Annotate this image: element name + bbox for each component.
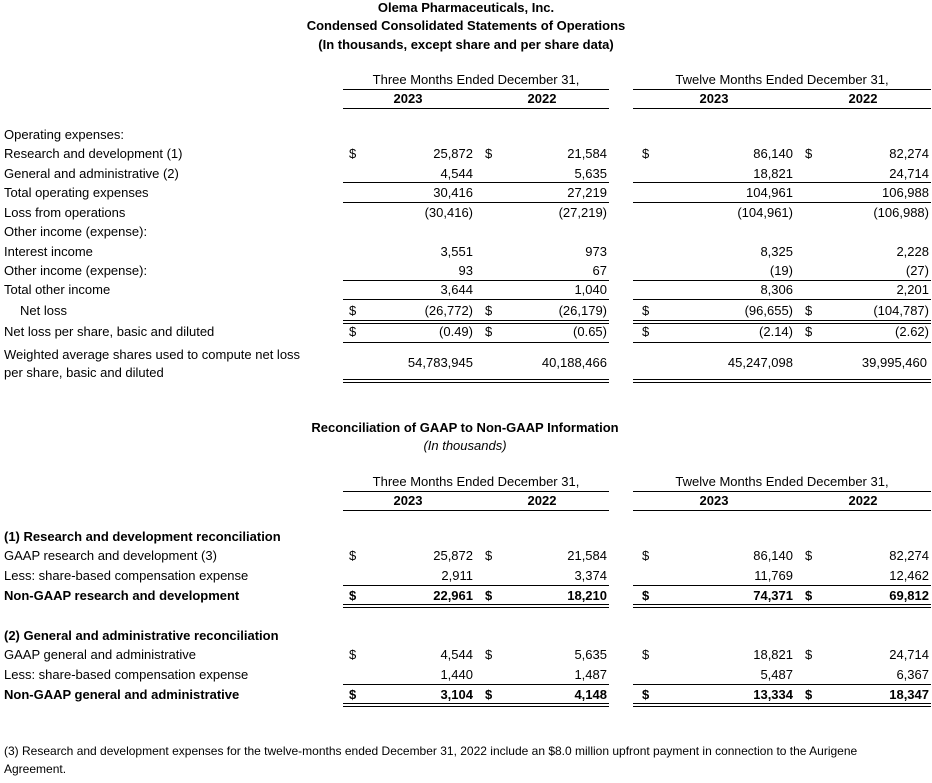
recon-year-header: 2023	[393, 493, 423, 508]
amount-cell: (104,961)	[737, 205, 793, 220]
currency-symbol: $	[805, 548, 813, 563]
footnote-line: (3) Research and development expenses for the twelve-months ended December 31, 2022 include an $8.0 million upfront payment in connection to the Aurigene	[4, 744, 858, 758]
net-loss-double-rule	[343, 320, 609, 324]
amount-cell: 86,140	[753, 146, 793, 161]
currency-symbol: $	[642, 303, 650, 318]
row-label: Interest income	[4, 244, 93, 259]
row-label: Other income (expense):	[4, 263, 148, 278]
currency-symbol: $	[349, 324, 357, 339]
recon-year-header: 2022	[527, 493, 557, 508]
amount-cell: (2.14)	[759, 324, 793, 339]
amount-cell: (30,416)	[424, 205, 473, 220]
amount-cell: (19)	[769, 263, 793, 278]
amount-cell: 69,812	[889, 588, 929, 603]
amount-cell: 5,487	[760, 667, 793, 682]
amount-cell: 18,347	[889, 687, 929, 702]
amount-cell: 4,544	[440, 166, 473, 181]
amount-cell: 54,783,945	[407, 355, 473, 370]
row-label: Net loss per share, basic and diluted	[4, 324, 215, 339]
company-name: Olema Pharmaceuticals, Inc.	[377, 0, 555, 15]
currency-symbol: $	[805, 687, 813, 702]
currency-symbol: $	[485, 324, 493, 339]
row-label: Total operating expenses	[4, 185, 149, 200]
total-double-rule	[343, 703, 609, 707]
total-double-rule	[633, 604, 931, 608]
row-label: Non-GAAP research and development	[4, 588, 240, 603]
amount-cell: 25,872	[433, 548, 473, 563]
amount-cell: 45,247,098	[727, 355, 793, 370]
amount-cell: 21,584	[567, 548, 607, 563]
currency-symbol: $	[485, 647, 493, 662]
amount-cell: 21,584	[567, 146, 607, 161]
amount-cell: (27)	[905, 263, 929, 278]
subtotal-rule	[343, 280, 609, 281]
ops-year-header: 2022	[848, 91, 878, 106]
amount-cell: 2,228	[896, 244, 929, 259]
shares-double-rule	[633, 379, 931, 383]
currency-symbol: $	[642, 146, 650, 161]
amount-cell: 12,462	[889, 568, 929, 583]
total-double-rule	[633, 703, 931, 707]
row-label: Total other income	[4, 282, 111, 297]
amount-cell: 18,821	[753, 647, 793, 662]
ops-year-header: 2023	[393, 91, 423, 106]
total-rule	[633, 299, 931, 300]
amount-cell: 40,188,466	[541, 355, 607, 370]
amount-cell: 27,219	[567, 185, 607, 200]
currency-symbol: $	[349, 303, 357, 318]
amount-cell: 3,104	[440, 687, 473, 702]
currency-symbol: $	[485, 303, 493, 318]
ops-year-header: 2023	[699, 91, 729, 106]
ops-period-twelve-months: Twelve Months Ended December 31,	[675, 72, 889, 87]
amount-cell: 6,367	[896, 667, 929, 682]
ops-year-header: 2022	[527, 91, 557, 106]
total-rule	[633, 684, 931, 685]
amount-cell: 74,371	[753, 588, 793, 603]
row-label: Less: share-based compensation expense	[4, 568, 249, 583]
recon-years-rule-twelve	[633, 510, 931, 511]
reconciliation-title: Reconciliation of GAAP to Non-GAAP Information	[311, 420, 619, 435]
currency-symbol: $	[485, 687, 493, 702]
amount-cell: 30,416	[433, 185, 473, 200]
amount-cell: 11,769	[754, 568, 793, 583]
subtotal-rule	[343, 182, 609, 183]
currency-symbol: $	[349, 588, 357, 603]
amount-cell: (0.49)	[439, 324, 473, 339]
amount-cell: 1,040	[574, 282, 607, 297]
subtotal-rule	[633, 280, 931, 281]
reconciliation-subtitle: (In thousands)	[423, 438, 507, 453]
currency-symbol: $	[805, 146, 813, 161]
recon-years-rule-three	[343, 510, 609, 511]
statement-subtitle: (In thousands, except share and per share data)	[318, 37, 614, 52]
per-share-rule	[343, 342, 609, 343]
recon-header-rule-three	[343, 491, 609, 492]
shares-double-rule	[343, 379, 609, 383]
amount-cell: 3,551	[440, 244, 473, 259]
amount-cell: 67	[592, 263, 607, 278]
amount-cell: 22,961	[433, 588, 473, 603]
row-label: Non-GAAP general and administrative	[4, 687, 240, 702]
row-label: Research and development (1)	[4, 146, 183, 161]
currency-symbol: $	[485, 588, 493, 603]
currency-symbol: $	[805, 647, 813, 662]
per-share-rule	[633, 342, 931, 343]
currency-symbol: $	[642, 588, 650, 603]
amount-cell: (96,655)	[744, 303, 793, 318]
amount-cell: 82,274	[889, 146, 929, 161]
amount-cell: 106,988	[882, 185, 929, 200]
amount-cell: 2,201	[896, 282, 929, 297]
row-label: Weighted average shares used to compute net loss	[4, 347, 301, 362]
row-label: GAAP general and administrative	[4, 647, 196, 662]
currency-symbol: $	[805, 588, 813, 603]
ops-years-rule-three	[343, 108, 609, 109]
row-label: Loss from operations	[4, 205, 126, 220]
recon-period-twelve-months: Twelve Months Ended December 31,	[675, 474, 889, 489]
rd-reconciliation-header: (1) Research and development reconciliation	[4, 529, 281, 544]
ops-period-three-months: Three Months Ended December 31,	[372, 72, 580, 87]
amount-cell: 5,635	[574, 166, 607, 181]
total-rule	[343, 299, 609, 300]
currency-symbol: $	[485, 548, 493, 563]
amount-cell: 2,911	[441, 568, 473, 583]
row-label: GAAP research and development (3)	[4, 548, 217, 563]
row-label: Less: share-based compensation expense	[4, 667, 249, 682]
ops-header-rule-three	[343, 89, 609, 90]
currency-symbol: $	[805, 324, 813, 339]
row-label: Other income (expense):	[4, 224, 148, 239]
total-rule	[633, 202, 931, 203]
amount-cell: 86,140	[753, 548, 793, 563]
row-label: per share, basic and diluted	[4, 365, 164, 380]
currency-symbol: $	[642, 324, 650, 339]
currency-symbol: $	[349, 146, 357, 161]
recon-period-three-months: Three Months Ended December 31,	[372, 474, 580, 489]
amount-cell: 93	[458, 263, 473, 278]
amount-cell: (0.65)	[573, 324, 607, 339]
amount-cell: 4,148	[574, 687, 607, 702]
amount-cell: 5,635	[574, 647, 607, 662]
total-rule	[343, 684, 609, 685]
currency-symbol: $	[349, 548, 357, 563]
amount-cell: (26,179)	[558, 303, 607, 318]
amount-cell: 3,374	[574, 568, 607, 583]
currency-symbol: $	[805, 303, 813, 318]
amount-cell: (2.62)	[895, 324, 929, 339]
amount-cell: 4,544	[440, 647, 473, 662]
amount-cell: 104,961	[746, 185, 793, 200]
amount-cell: 8,325	[760, 244, 793, 259]
ops-years-rule-twelve	[633, 108, 931, 109]
row-label: Net loss	[20, 303, 67, 318]
currency-symbol: $	[642, 687, 650, 702]
amount-cell: 24,714	[889, 166, 929, 181]
amount-cell: 13,334	[753, 687, 793, 702]
amount-cell: (106,988)	[873, 205, 929, 220]
net-loss-double-rule	[633, 320, 931, 324]
footnote-line: Agreement.	[4, 762, 67, 776]
currency-symbol: $	[485, 146, 493, 161]
operating-expenses-label: Operating expenses:	[4, 127, 124, 142]
currency-symbol: $	[349, 647, 357, 662]
total-rule	[633, 585, 931, 586]
amount-cell: 25,872	[433, 146, 473, 161]
total-rule	[343, 585, 609, 586]
total-double-rule	[343, 604, 609, 608]
amount-cell: 973	[585, 244, 607, 259]
amount-cell: 24,714	[889, 647, 929, 662]
statement-title: Condensed Consolidated Statements of Operations	[306, 18, 626, 33]
amount-cell: (27,219)	[558, 205, 607, 220]
recon-header-rule-twelve	[633, 491, 931, 492]
recon-year-header: 2022	[848, 493, 878, 508]
amount-cell: 18,821	[753, 166, 793, 181]
row-label: General and administrative (2)	[4, 166, 179, 181]
currency-symbol: $	[349, 687, 357, 702]
amount-cell: 1,487	[574, 667, 607, 682]
currency-symbol: $	[642, 647, 650, 662]
currency-symbol: $	[642, 548, 650, 563]
amount-cell: 82,274	[889, 548, 929, 563]
subtotal-rule	[633, 182, 931, 183]
recon-year-header: 2023	[699, 493, 729, 508]
amount-cell: 1,440	[440, 667, 473, 682]
amount-cell: 3,644	[440, 282, 473, 297]
amount-cell: (26,772)	[424, 303, 473, 318]
amount-cell: (104,787)	[873, 303, 929, 318]
amount-cell: 39,995,460	[861, 355, 927, 370]
amount-cell: 8,306	[760, 282, 793, 297]
ga-reconciliation-header: (2) General and administrative reconciliation	[4, 628, 279, 643]
ops-header-rule-twelve	[633, 89, 931, 90]
amount-cell: 18,210	[567, 588, 607, 603]
total-rule	[343, 202, 609, 203]
